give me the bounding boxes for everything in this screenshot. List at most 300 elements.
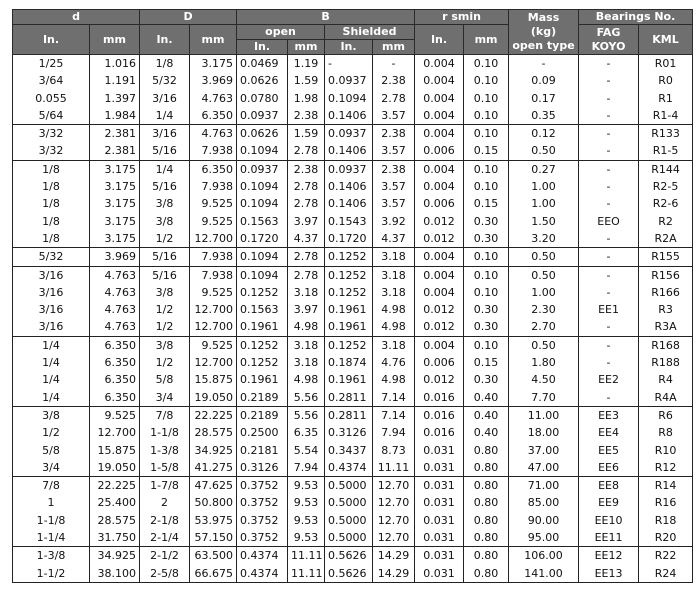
cell-fag-koyo: - [579,160,639,178]
cell-r-in: 0.031 [415,529,464,547]
cell-r-mm: 0.80 [464,529,509,547]
header-r-in: In. [415,25,464,55]
cell-open-mm: 3.97 [288,213,325,230]
cell-D-mm: 4.763 [190,90,237,107]
cell-d-in: 1/25 [13,55,90,73]
cell-mass: 0.17 [509,90,579,107]
cell-d-in: 1/4 [13,371,90,388]
cell-d-in: 0.055 [13,90,90,107]
cell-open-mm: 2.38 [288,107,325,125]
header-bearings-no: Bearings No. [579,10,693,25]
header-shielded-in: In. [325,40,373,55]
table-row [13,125,693,143]
cell-shielded-in: 0.1252 [325,266,373,284]
cell-fag-koyo: EE11 [579,529,639,547]
cell-fag-koyo: - [579,55,639,73]
cell-D-in: 2-1/2 [140,547,190,565]
cell-D-mm: 15.875 [190,371,237,388]
cell-D-mm: 9.525 [190,213,237,230]
cell-d-mm: 4.763 [90,266,140,284]
cell-shielded-mm: 14.29 [373,565,415,583]
cell-d-mm: 1.016 [90,55,140,73]
cell-D-in: 1-7/8 [140,477,190,495]
cell-D-mm: 34.925 [190,442,237,459]
cell-r-mm: 0.30 [464,318,509,336]
cell-D-in: 2-5/8 [140,565,190,583]
table-row [13,266,693,284]
cell-mass: 0.50 [509,248,579,266]
cell-shielded-in: 0.5000 [325,529,373,547]
cell-d-in: 3/8 [13,406,90,424]
cell-kml: R14 [639,477,693,495]
cell-open-in: 0.4374 [237,565,288,583]
cell-fag-koyo: - [579,389,639,407]
cell-shielded-in: 0.2811 [325,389,373,407]
cell-kml: R188 [639,354,693,371]
cell-d-mm: 9.525 [90,406,140,424]
cell-mass: 47.00 [509,459,579,477]
cell-shielded-mm: 12.70 [373,494,415,511]
cell-shielded-in: 0.5000 [325,477,373,495]
cell-d-mm: 6.350 [90,389,140,407]
cell-open-mm: 4.37 [288,230,325,248]
cell-mass: 95.00 [509,529,579,547]
table-row [13,477,693,495]
cell-open-in: 0.3752 [237,529,288,547]
cell-r-mm: 0.10 [464,266,509,284]
cell-open-mm: 3.18 [288,284,325,301]
cell-kml: R2A [639,230,693,248]
cell-D-mm: 28.575 [190,424,237,441]
cell-d-mm: 4.763 [90,318,140,336]
header-B: B [237,10,415,25]
cell-shielded-mm: 4.98 [373,371,415,388]
cell-D-mm: 4.763 [190,125,237,143]
cell-shielded-in: 0.1406 [325,178,373,195]
cell-D-in: 3/16 [140,125,190,143]
cell-open-mm: 9.53 [288,512,325,529]
cell-D-mm: 63.500 [190,547,237,565]
cell-d-mm: 25.400 [90,494,140,511]
cell-shielded-mm: 4.98 [373,318,415,336]
cell-d-in: 3/16 [13,266,90,284]
cell-kml: R16 [639,494,693,511]
cell-D-in: 5/16 [140,178,190,195]
cell-D-in: 5/16 [140,248,190,266]
table-row [13,284,693,301]
cell-fag-koyo: EE9 [579,494,639,511]
cell-open-in: 0.0626 [237,72,288,89]
cell-mass: 0.12 [509,125,579,143]
cell-kml: R2-5 [639,178,693,195]
cell-D-mm: 7.938 [190,178,237,195]
cell-shielded-in: 0.1406 [325,142,373,160]
cell-fag-koyo: - [579,142,639,160]
cell-d-mm: 1.984 [90,107,140,125]
table-row [13,406,693,424]
cell-fag-koyo: - [579,318,639,336]
cell-open-in: 0.3752 [237,494,288,511]
cell-open-in: 0.3752 [237,512,288,529]
cell-r-mm: 0.10 [464,248,509,266]
cell-fag-koyo: EE5 [579,442,639,459]
cell-d-mm: 3.175 [90,213,140,230]
cell-kml: R166 [639,284,693,301]
cell-shielded-in: 0.1094 [325,90,373,107]
cell-r-mm: 0.15 [464,142,509,160]
cell-open-mm: 7.94 [288,459,325,477]
cell-r-in: 0.012 [415,371,464,388]
cell-shielded-mm: 4.37 [373,230,415,248]
cell-shielded-in: 0.1406 [325,107,373,125]
table-row [13,160,693,178]
cell-mass: 3.20 [509,230,579,248]
cell-open-mm: 2.78 [288,142,325,160]
cell-d-in: 1/4 [13,336,90,354]
header-d: d [13,10,140,25]
cell-d-in: 3/16 [13,301,90,318]
table-row [13,547,693,565]
cell-fag-koyo: - [579,90,639,107]
bearing-dimensions-table [12,9,693,583]
cell-r-mm: 0.40 [464,406,509,424]
cell-D-in: 3/8 [140,213,190,230]
cell-r-in: 0.004 [415,90,464,107]
cell-fag-koyo: - [579,107,639,125]
header-koyo: KOYO [591,39,626,53]
cell-kml: R1 [639,90,693,107]
cell-shielded-in: 0.3126 [325,424,373,441]
cell-open-in: 0.2189 [237,389,288,407]
cell-mass: 0.35 [509,107,579,125]
cell-r-in: 0.031 [415,494,464,511]
header-D-mm: mm [190,25,237,55]
cell-r-in: 0.004 [415,160,464,178]
cell-shielded-mm: 12.70 [373,477,415,495]
cell-d-in: 3/16 [13,284,90,301]
cell-shielded-in: 0.0937 [325,125,373,143]
cell-open-in: 0.1961 [237,371,288,388]
cell-shielded-in: 0.1961 [325,301,373,318]
cell-D-mm: 22.225 [190,406,237,424]
header-mass [509,10,579,55]
cell-r-in: 0.004 [415,178,464,195]
cell-open-mm: 4.98 [288,371,325,388]
cell-d-in: 5/64 [13,107,90,125]
cell-r-in: 0.016 [415,424,464,441]
header-r-smin: r smin [415,10,509,25]
cell-shielded-in: 0.1961 [325,371,373,388]
cell-fag-koyo: - [579,266,639,284]
header-d-mm: mm [90,25,140,55]
cell-D-mm: 9.525 [190,284,237,301]
cell-fag-koyo: - [579,72,639,89]
cell-open-in: 0.2189 [237,406,288,424]
cell-D-in: 5/16 [140,266,190,284]
cell-open-mm: 6.35 [288,424,325,441]
cell-r-mm: 0.10 [464,336,509,354]
cell-shielded-mm: 2.78 [373,90,415,107]
cell-mass: 90.00 [509,512,579,529]
cell-D-mm: 12.700 [190,301,237,318]
cell-shielded-mm: 3.18 [373,284,415,301]
table-row [13,442,693,459]
cell-D-in: 2-1/8 [140,512,190,529]
cell-open-mm: 4.98 [288,318,325,336]
cell-kml: R3A [639,318,693,336]
cell-kml: R0 [639,72,693,89]
cell-open-in: 0.2181 [237,442,288,459]
cell-r-in: 0.004 [415,248,464,266]
cell-D-mm: 41.275 [190,459,237,477]
cell-open-in: 0.2500 [237,424,288,441]
cell-d-mm: 4.763 [90,284,140,301]
cell-r-mm: 0.80 [464,477,509,495]
cell-d-mm: 6.350 [90,371,140,388]
cell-fag-koyo: EE1 [579,301,639,318]
cell-r-in: 0.031 [415,565,464,583]
cell-r-mm: 0.10 [464,284,509,301]
header-open-in: In. [237,40,288,55]
cell-d-in: 3/16 [13,318,90,336]
cell-D-mm: 7.938 [190,142,237,160]
cell-d-in: 7/8 [13,477,90,495]
cell-mass: 0.50 [509,142,579,160]
cell-open-in: 0.1252 [237,336,288,354]
table-row [13,371,693,388]
cell-kml: R1-5 [639,142,693,160]
cell-d-in: 1/8 [13,230,90,248]
cell-r-in: 0.031 [415,477,464,495]
table-row [13,318,693,336]
table-row [13,459,693,477]
cell-open-mm: 5.56 [288,406,325,424]
cell-r-mm: 0.10 [464,107,509,125]
table-row [13,230,693,248]
cell-open-in: 0.1094 [237,248,288,266]
cell-shielded-in: 0.1720 [325,230,373,248]
cell-open-in: 0.3752 [237,477,288,495]
table-row [13,178,693,195]
cell-d-in: 1/8 [13,160,90,178]
cell-r-mm: 0.80 [464,512,509,529]
cell-r-in: 0.016 [415,406,464,424]
table-row [13,301,693,318]
cell-kml: R4A [639,389,693,407]
cell-mass: 11.00 [509,406,579,424]
header-d-in: In. [13,25,90,55]
cell-open-in: 0.1094 [237,142,288,160]
cell-d-mm: 3.175 [90,178,140,195]
cell-shielded-mm: 2.38 [373,125,415,143]
cell-shielded-in: 0.1406 [325,195,373,212]
cell-D-in: 7/8 [140,406,190,424]
cell-fag-koyo: EE12 [579,547,639,565]
cell-kml: R01 [639,55,693,73]
table-row [13,424,693,441]
cell-kml: R20 [639,529,693,547]
cell-D-mm: 7.938 [190,266,237,284]
cell-kml: R22 [639,547,693,565]
cell-open-mm: 9.53 [288,494,325,511]
cell-D-in: 3/8 [140,336,190,354]
cell-D-mm: 12.700 [190,354,237,371]
cell-d-mm: 3.175 [90,195,140,212]
cell-open-in: 0.1252 [237,354,288,371]
cell-mass: 4.50 [509,371,579,388]
cell-r-in: 0.006 [415,142,464,160]
cell-D-mm: 57.150 [190,529,237,547]
table-body [13,55,693,583]
cell-r-in: 0.012 [415,301,464,318]
cell-open-in: 0.1252 [237,284,288,301]
header-D-in: In. [140,25,190,55]
cell-open-mm: 3.97 [288,301,325,318]
header-kml: KML [639,25,693,55]
cell-mass: 85.00 [509,494,579,511]
cell-open-mm: 2.78 [288,195,325,212]
cell-shielded-mm: 7.14 [373,389,415,407]
cell-kml: R24 [639,565,693,583]
cell-open-in: 0.1720 [237,230,288,248]
cell-open-mm: 3.18 [288,336,325,354]
cell-d-mm: 2.381 [90,142,140,160]
cell-fag-koyo: EE3 [579,406,639,424]
cell-D-mm: 6.350 [190,160,237,178]
cell-shielded-in: 0.1543 [325,213,373,230]
cell-D-in: 1/4 [140,107,190,125]
cell-r-mm: 0.80 [464,442,509,459]
cell-fag-koyo: - [579,284,639,301]
cell-shielded-in: 0.0937 [325,72,373,89]
cell-r-mm: 0.30 [464,213,509,230]
cell-D-in: 3/8 [140,195,190,212]
cell-mass: 1.00 [509,178,579,195]
cell-mass: 37.00 [509,442,579,459]
cell-r-mm: 0.10 [464,160,509,178]
table-row [13,142,693,160]
cell-d-mm: 1.397 [90,90,140,107]
cell-fag-koyo: - [579,125,639,143]
cell-D-in: 1-1/8 [140,424,190,441]
cell-r-in: 0.006 [415,354,464,371]
cell-fag-koyo: EE13 [579,565,639,583]
cell-open-in: 0.0469 [237,55,288,73]
cell-D-in: 5/8 [140,371,190,388]
cell-open-mm: 9.53 [288,477,325,495]
cell-D-in: 2-1/4 [140,529,190,547]
cell-kml: R144 [639,160,693,178]
cell-D-mm: 12.700 [190,318,237,336]
cell-fag-koyo: EE4 [579,424,639,441]
cell-d-mm: 12.700 [90,424,140,441]
cell-r-in: 0.016 [415,389,464,407]
cell-r-mm: 0.80 [464,459,509,477]
table-row [13,248,693,266]
cell-d-mm: 6.350 [90,354,140,371]
cell-open-mm: 5.54 [288,442,325,459]
cell-D-mm: 7.938 [190,248,237,266]
cell-d-in: 1/8 [13,213,90,230]
table-row [13,494,693,511]
cell-shielded-mm: 4.76 [373,354,415,371]
cell-open-in: 0.0626 [237,125,288,143]
cell-r-mm: 0.10 [464,90,509,107]
cell-open-in: 0.0937 [237,107,288,125]
cell-fag-koyo: EE6 [579,459,639,477]
cell-r-mm: 0.80 [464,547,509,565]
cell-d-in: 5/32 [13,248,90,266]
cell-r-mm: 0.10 [464,72,509,89]
cell-d-mm: 34.925 [90,547,140,565]
cell-open-mm: 1.19 [288,55,325,73]
cell-mass: 141.00 [509,565,579,583]
cell-shielded-in: 0.4374 [325,459,373,477]
cell-open-mm: 9.53 [288,529,325,547]
cell-D-mm: 66.675 [190,565,237,583]
cell-open-mm: 3.18 [288,354,325,371]
cell-shielded-mm: 8.73 [373,442,415,459]
table-row [13,213,693,230]
cell-shielded-in: 0.0937 [325,160,373,178]
cell-kml: R155 [639,248,693,266]
cell-shielded-mm: 3.18 [373,266,415,284]
cell-d-mm: 1.191 [90,72,140,89]
cell-d-mm: 4.763 [90,301,140,318]
cell-mass: 0.50 [509,336,579,354]
table-row [13,90,693,107]
cell-shielded-in: 0.1252 [325,336,373,354]
header-D: D [140,10,237,25]
cell-kml: R6 [639,406,693,424]
cell-d-mm: 28.575 [90,512,140,529]
cell-D-in: 3/4 [140,389,190,407]
cell-r-mm: 0.10 [464,178,509,195]
cell-mass: 71.00 [509,477,579,495]
cell-open-in: 0.1094 [237,266,288,284]
cell-open-in: 0.0780 [237,90,288,107]
cell-D-in: 2 [140,494,190,511]
cell-d-mm: 15.875 [90,442,140,459]
cell-open-mm: 1.59 [288,125,325,143]
header-r-mm: mm [464,25,509,55]
cell-r-in: 0.004 [415,107,464,125]
cell-kml: R2 [639,213,693,230]
cell-open-mm: 1.98 [288,90,325,107]
table-row [13,389,693,407]
cell-r-mm: 0.40 [464,389,509,407]
cell-r-mm: 0.30 [464,301,509,318]
cell-r-in: 0.004 [415,284,464,301]
cell-D-in: 5/16 [140,142,190,160]
cell-r-in: 0.006 [415,195,464,212]
cell-d-in: 1-1/2 [13,565,90,583]
cell-r-in: 0.004 [415,266,464,284]
cell-kml: R18 [639,512,693,529]
cell-kml: R8 [639,424,693,441]
cell-shielded-in: 0.5000 [325,494,373,511]
cell-shielded-mm: 12.70 [373,512,415,529]
cell-mass: 1.00 [509,284,579,301]
cell-d-mm: 3.969 [90,248,140,266]
cell-open-mm: 1.59 [288,72,325,89]
cell-shielded-mm: 3.92 [373,213,415,230]
cell-open-mm: 2.38 [288,160,325,178]
cell-r-mm: 0.15 [464,354,509,371]
cell-shielded-in: 0.2811 [325,406,373,424]
cell-r-mm: 0.30 [464,371,509,388]
header-fag: FAG [596,25,621,39]
